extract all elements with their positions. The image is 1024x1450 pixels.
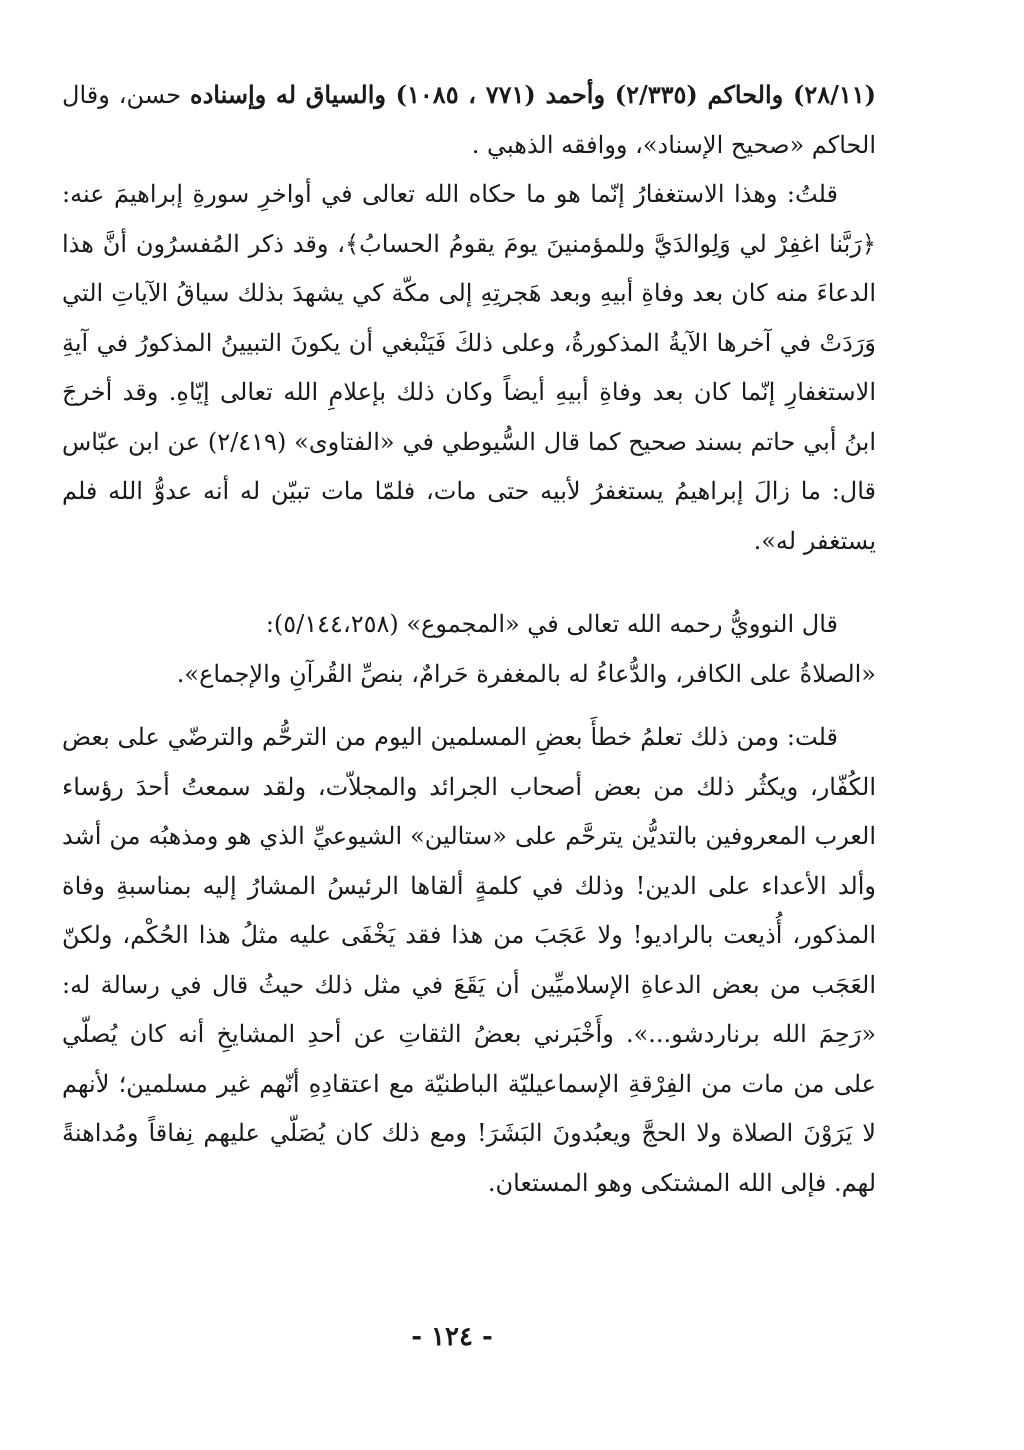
commentary-paragraph-1: قلتُ: وهذا الاستغفارُ إنّما هو ما حكاه الله تعالى في أواخرِ سورةِ إبراهيمَ عنه: ﴿رَبَّنا اغفِرْ لي وَلِوالدَيَّ وللمؤمنينَ يومَ يقومُ الحسابُ﴾، وقد ذكر المُفسرُون أنَّ هذا الدعاءَ منه كان بعد وفاةِ أبيهِ وبعد هَجرتِهِ إلى مكّة كي يشهدَ بذلك سياقُ الآياتِ التي وَرَدَتْ في آخرها الآيةُ المذكورةُ، وعلى ذلكَ فَيَنْبغي أن يكونَ التبيينُ المذكورُ في آيةِ الاستغفارِ إنّما كان بعد وفاةِ أبيهِ أيضاً وكان ذلك بإعلامِ الله تعالى إيّاهِ. وقد أخرجَ ابنُ أبي حاتم بسند صحيح كما قال السُّيوطي في «الفتاوى» (٢/٤١٩) عن ابن عبّاس قال: ما زالَ إبراهيمُ يستغفرُ لأبيه حتى مات، فلمّا مات تبيّن له أنه عدوُّ الله فلم يستغفر له». xyxy=(62,180,876,555)
section-spacer xyxy=(62,566,876,600)
page-number: - ١٢٤ - xyxy=(411,1322,493,1352)
intro-paragraph xyxy=(62,70,876,170)
nawawi-quote-intro: قال النوويُّ رحمه الله تعالى في «المجموع» (٥/١٤٤،٢٥٨): xyxy=(265,610,838,638)
section-spacer xyxy=(62,699,876,713)
nawawi-quote: «الصلاةُ على الكافر، والدُّعاءُ له بالمغفرة حَرامٌ، بنصِّ القُرآنِ والإجماع». xyxy=(176,659,876,688)
page-body xyxy=(62,70,876,1208)
intro-reference-line: (٢٨/١١) والحاكم (٢/٣٣٥) وأحمد (٧٧١ ، ١٠٨٥) والسياق له وإسناده xyxy=(190,80,876,109)
commentary-paragraph-2: قلت: ومن ذلك تعلمُ خطأَ بعضِ المسلمين اليوم من الترحُّم والترضّي على بعض الكُفّار، ويكثُر ذلك من بعض أصحاب الجرائد والمجلاّت، ولقد سمعتُ أحدَ رؤساء العرب المعروفين بالتديُّن يترحَّم على «ستالين» الشيوعيِّ الذي هو ومذهبُه من أشد وألد الأعداء على الدين! وذلك في كلمةٍ ألقاها الرئيسُ المشارُ إليه بمناسبةِ وفاة المذكور، أُذيعت بالراديو! ولا عَجَبَ من هذا فقد يَخْفَى عليه مثلُ هذا الحُكْم، ولكنّ العَجَب من بعض الدعاةِ الإسلاميِّين أن يَقَعَ في مثل ذلك حيثُ قال في رسالة له: «رَحِمَ الله برناردشو...». وأَخْبَرني بعضُ الثقاتِ عن أحدِ المشايخِ أنه كان يُصلّي على من مات من الفِرْقةِ الإسماعيليّة الباطنيّة مع اعتقادِهِ أنّهم غير مسلمين؛ لأنهم لا يَرَوْنَ الصلاة ولا الحجَّ ويعبُدونَ البَشَرَ! ومع ذلك كان يُصَلّي عليهم نِفاقاً ومُداهنةً لهم. فإلى الله المشتكى وهو المستعان. xyxy=(62,723,876,1197)
intro-grading-line: حسن، وقال الحاكم «صحيح الإسناد»، ووافقه الذهبي . xyxy=(62,81,876,159)
